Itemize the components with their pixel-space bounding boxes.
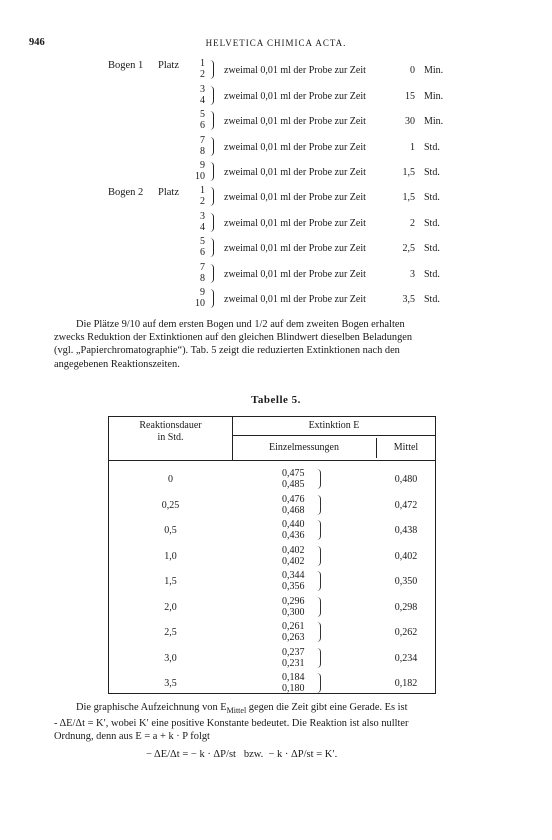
table-cell-einzel: 0,476 [282,493,305,505]
table-cell-einzel: 0,468 [282,504,305,516]
brace [208,289,214,308]
paragraph-1 [54,318,498,371]
paragraph-line [54,701,498,717]
platz-number: 9 [200,287,205,298]
platz-number: 10 [195,171,205,182]
col2-header: Einzelmessungen [269,442,339,453]
sample-time-unit: Std. [424,243,440,254]
paragraph-line: zwecks Reduktion der Extinktionen auf den gleichen Blindwert dieselben Beladungen [54,332,413,344]
brace [316,648,321,668]
brace [208,264,214,283]
table-cell-mittel: 0,182 [394,678,418,689]
table-cell-dauer: 2,5 [164,627,177,638]
journal-title: HELVETICA CHIMICA ACTA. [205,38,347,48]
sample-time: 15 [405,90,415,102]
table-cell-mittel: 0,262 [394,627,418,638]
platz-number: 7 [200,134,205,146]
table-cell-einzel: 0,231 [282,657,305,669]
sample-description: zweimal 0,01 ml der Probe zur Zeit [224,268,366,280]
platz-number: 4 [200,221,205,233]
platz-number: 10 [195,298,205,309]
table-cell-einzel: 0,440 [282,519,305,530]
brace [316,673,321,693]
platz-number: 1 [200,58,205,69]
table-cell-einzel: 0,300 [282,606,305,618]
sample-time-unit: Std. [424,217,440,229]
table-cell-einzel: 0,402 [282,555,305,567]
table-cell-dauer: 1,0 [164,550,177,562]
sample-description: zweimal 0,01 ml der Probe zur Zeit [224,90,366,102]
sample-description: zweimal 0,01 ml der Probe zur Zeit [224,167,366,178]
sample-time: 2 [410,217,415,229]
sample-time-unit: Min. [424,65,444,76]
table-cell-mittel: 0,402 [394,550,418,562]
text-run: Die graphische Aufzeichnung von E [76,702,227,713]
platz-number: 4 [200,94,205,106]
header-rule [109,460,435,461]
table-cell-mittel: 0,480 [394,474,418,485]
sample-time: 2,5 [402,243,415,254]
sample-time-unit: Std. [424,268,440,280]
table-cell-einzel: 0,184 [282,672,305,683]
sample-description: zweimal 0,01 ml der Probe zur Zeit [224,217,366,229]
brace [208,213,214,232]
sample-time-unit: Std. [424,294,440,305]
subscript-mittel: Mittel [226,706,247,716]
brace [208,187,214,206]
table-cell-mittel: 0,472 [394,499,418,511]
platz-number: 5 [200,109,205,120]
sample-time-unit: Min. [424,116,444,127]
platz-number: 1 [200,185,205,196]
brace [316,571,321,591]
table-cell-mittel: 0,234 [394,652,418,664]
platz-number: 6 [200,247,205,258]
col1-header-line2: in Std. [157,432,184,443]
table-cell-einzel: 0,180 [282,683,305,694]
brace [208,60,214,79]
platz-number: 8 [200,272,205,284]
sample-time: 3,5 [402,294,415,305]
col1-header-line1: Reaktionsdauer [139,420,202,431]
brace [316,520,321,540]
paragraph-line: Ordnung, denn aus E = a + k · P folgt [54,731,210,743]
sample-description: zweimal 0,01 ml der Probe zur Zeit [224,65,366,76]
table-cell-einzel: 0,485 [282,479,305,490]
platz-number: 2 [200,69,205,80]
platz-number: 6 [200,120,205,131]
paragraph-line: (vgl. „Papierchromatographie“). Tab. 5 zeigt die reduzierten Extinktionen nach den [54,345,400,357]
brace [316,622,321,642]
platz-label: Platz [158,60,179,71]
table-cell-dauer: 3,5 [164,678,177,689]
table-cell-mittel: 0,298 [394,601,418,613]
sample-time: 3 [410,268,415,280]
text-run: gegen die Zeit gibt eine Gerade. Es ist [246,702,408,713]
bogen-label: Bogen 1 [108,60,144,71]
platz-number: 5 [200,236,205,247]
table-cell-dauer: 0,5 [164,525,177,536]
table-cell-einzel: 0,356 [282,581,305,592]
brace [316,546,321,566]
platz-number: 9 [200,160,205,171]
sample-description: zweimal 0,01 ml der Probe zur Zeit [224,192,366,203]
table-caption: Tabelle 5. [251,394,301,406]
platz-number: 8 [200,145,205,157]
table-cell-dauer: 0 [168,474,173,485]
brace [208,137,214,156]
sample-description: zweimal 0,01 ml der Probe zur Zeit [224,116,366,127]
table-cell-einzel: 0,237 [282,646,305,658]
sample-time: 1 [410,141,415,153]
sample-time-unit: Std. [424,192,440,203]
table-cell-dauer: 0,25 [161,499,180,511]
platz-label: Platz [158,187,179,198]
table-cell-einzel: 0,436 [282,530,305,541]
platz-number: 3 [200,83,205,95]
table-cell-dauer: 2,0 [164,601,177,613]
paragraph-line: angegebenen Reaktionszeiten. [54,358,180,370]
col3-header: Mittel [393,442,419,453]
platz-number: 2 [200,196,205,207]
table-cell-dauer: 3,0 [164,652,177,664]
sample-description: zweimal 0,01 ml der Probe zur Zeit [224,243,366,254]
brace [208,86,214,105]
bogen-label: Bogen 2 [108,187,144,198]
sample-time: 1,5 [402,167,415,178]
group-header: Extinktion E [308,420,360,431]
sample-time-unit: Std. [424,141,440,153]
brace [316,469,321,489]
platz-number: 3 [200,210,205,222]
table-cell-einzel: 0,402 [282,544,305,556]
brace [208,162,214,181]
sample-time-unit: Min. [424,90,444,102]
equation: − ΔE/Δt = − k · ΔP/st bzw. − k · ΔP/st = K′. [146,749,338,760]
sample-description: zweimal 0,01 ml der Probe zur Zeit [224,294,366,305]
table-cell-einzel: 0,263 [282,632,305,643]
header-underline-group [232,435,436,436]
platz-number: 7 [200,261,205,273]
table-cell-mittel: 0,438 [394,525,418,536]
table-cell-einzel: 0,261 [282,621,305,632]
table-cell-mittel: 0,350 [394,576,418,587]
paragraph-line: Die Plätze 9/10 auf dem ersten Bogen und 1/2 auf dem zweiten Bogen erhalten [76,319,405,330]
table-cell-einzel: 0,296 [282,595,305,607]
sample-time-unit: Std. [424,167,440,178]
sample-time: 1,5 [402,192,415,203]
brace [316,597,321,617]
table-cell-einzel: 0,344 [282,570,305,581]
data-table [108,416,436,694]
table-cell-einzel: 0,475 [282,468,305,479]
table-cell-dauer: 1,5 [164,576,177,587]
paragraph-line: - ΔE/Δt = K′, wobei K′ eine positive Konstante bedeutet. Die Reaktion ist also nullter [54,718,409,730]
paragraph-2 [54,701,498,744]
sample-time: 0 [410,65,415,76]
brace [208,238,214,257]
brace [316,495,321,515]
sample-description: zweimal 0,01 ml der Probe zur Zeit [224,141,366,153]
sample-time: 30 [405,116,415,127]
brace [208,111,214,130]
page-number: 946 [29,37,45,48]
